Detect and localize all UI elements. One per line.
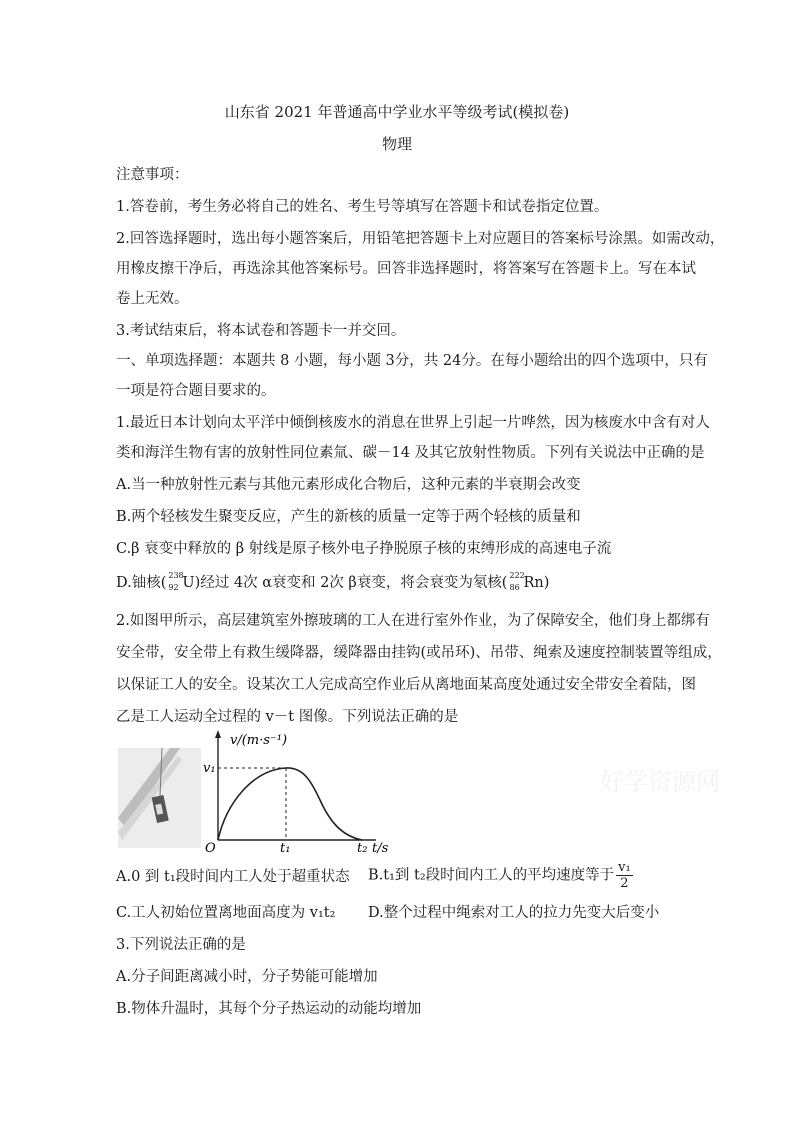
velocity-curve [218, 768, 362, 840]
subject-title: 物理 [381, 135, 412, 153]
q1-option-d-suffix: Rn) [523, 575, 550, 591]
q2-stem-line-1: 2.如图甲所示，高层建筑室外擦玻璃的工人在进行室外作业，为了保障安全，他们身上都绑有 [116, 613, 710, 629]
q1-option-a: A.当一种放射性元素与其他元素形成化合物后，这种元素的半衰期会改变 [116, 477, 581, 493]
q2-stem-line-3: 以保证工人的安全。设某次工人完成高空作业后从离地面某高度处通过安全带安全着陆，图 [116, 677, 696, 693]
worker-photo-drawing [118, 748, 201, 848]
q2-option-a: A.0 到 t₁段时间内工人处于超重状态 [116, 869, 350, 885]
uranium-mass-number: 238 [168, 571, 184, 580]
q2-option-b [368, 860, 633, 891]
q3-stem: 3.下列说法正确的是 [116, 937, 246, 953]
q1-option-c: C.β 衰变中释放的 β 射线是原子核外电子挣脱原子核的束缚形成的高速电子流 [116, 541, 612, 557]
q1-stem-line-2: 类和海洋生物有害的放射性同位素氚、碳－14 及其它放射性物质。下列有关说法中正确的是 [116, 445, 705, 461]
q3-option-b: B.物体升温时，其每个分子热运动的动能均增加 [116, 1001, 422, 1017]
t2-label: t₂ [357, 841, 368, 856]
q2-option-b-text: B.t₁到 t₂段时间内工人的平均速度等于 [368, 867, 615, 884]
q1-option-d [116, 573, 549, 593]
v1-over-2-fraction [616, 860, 633, 891]
t-axis-label: t/s [372, 841, 389, 856]
notice-item-2-line-2: 用橡皮擦干净后，再选涂其他答案标号。回答非选择题时，将答案写在答题卡上。写在本试 [116, 261, 696, 277]
vt-graph [200, 728, 400, 858]
fraction-denominator: 2 [620, 876, 629, 891]
exam-title: 山东省 2021 年普通高中学业水平等级考试(模拟卷) [224, 103, 570, 121]
notice-item-3: 3.考试结束后，将本试卷和答题卡一并交回。 [116, 323, 406, 339]
q2-option-d: D.整个过程中绳索对工人的拉力先变大后变小 [368, 905, 660, 921]
v-axis-arrow [215, 730, 221, 738]
q1-option-d-prefix: D.铀核( [116, 575, 167, 591]
radon-atomic-number: 86 [509, 583, 520, 592]
q1-option-b: B.两个轻核发生聚变反应，产生的新核的质量一定等于两个轻核的质量和 [116, 509, 581, 525]
v1-label: v₁ [203, 761, 216, 776]
fraction-numerator: v₁ [618, 860, 631, 875]
radon-mass-number: 222 [509, 571, 525, 580]
t1-label: t₁ [280, 841, 291, 856]
uranium-atomic-number: 92 [168, 583, 179, 592]
q2-option-c: C.工人初始位置离地面高度为 v₁t₂ [116, 905, 336, 921]
origin-label: O [205, 841, 216, 856]
q1-option-d-middle: U)经过 4次 α衰变和 2次 β衰变，将会衰变为氡核( [182, 575, 508, 591]
notice-item-1: 1.答卷前，考生务必将自己的姓名、考生号等填写在答题卡和试卷指定位置。 [116, 199, 609, 215]
notice-heading: 注意事项： [116, 167, 189, 183]
section1-line-1: 一、单项选择题：本题共 8 小题，每小题 3分，共 24分。在每小题给出的四个选项中，只有 [116, 353, 708, 369]
q2-stem-line-4: 乙是工人运动全过程的 v－t 图像。下列说法正确的是 [116, 709, 459, 725]
v-axis-label: v/(m·s⁻¹) [230, 733, 288, 748]
notice-item-2-line-3: 卷上无效。 [116, 291, 189, 307]
watermark: 好学资源网 [600, 768, 720, 796]
q2-stem-line-2: 安全带，安全带上有救生缓降器，缓降器由挂钩(或吊环)、吊带、绳索及速度控制装置等组成， [116, 645, 722, 661]
notice-item-2-line-1: 2.回答选择题时，选出每小题答案后，用铅笔把答题卡上对应题目的答案标号涂黑。如需改动， [116, 231, 725, 247]
worker-photo [118, 748, 201, 848]
section1-line-2: 一项是符合题目要求的。 [116, 383, 276, 399]
uranium-nuclide [166, 573, 182, 593]
q1-stem-line-1: 1.最近日本计划向太平洋中倾倒核废水的消息在世界上引起一片哗然，因为核废水中含有对人 [116, 415, 710, 431]
q3-option-a: A.分子间距离减小时，分子势能可能增加 [116, 969, 378, 985]
radon-nuclide [507, 573, 523, 593]
